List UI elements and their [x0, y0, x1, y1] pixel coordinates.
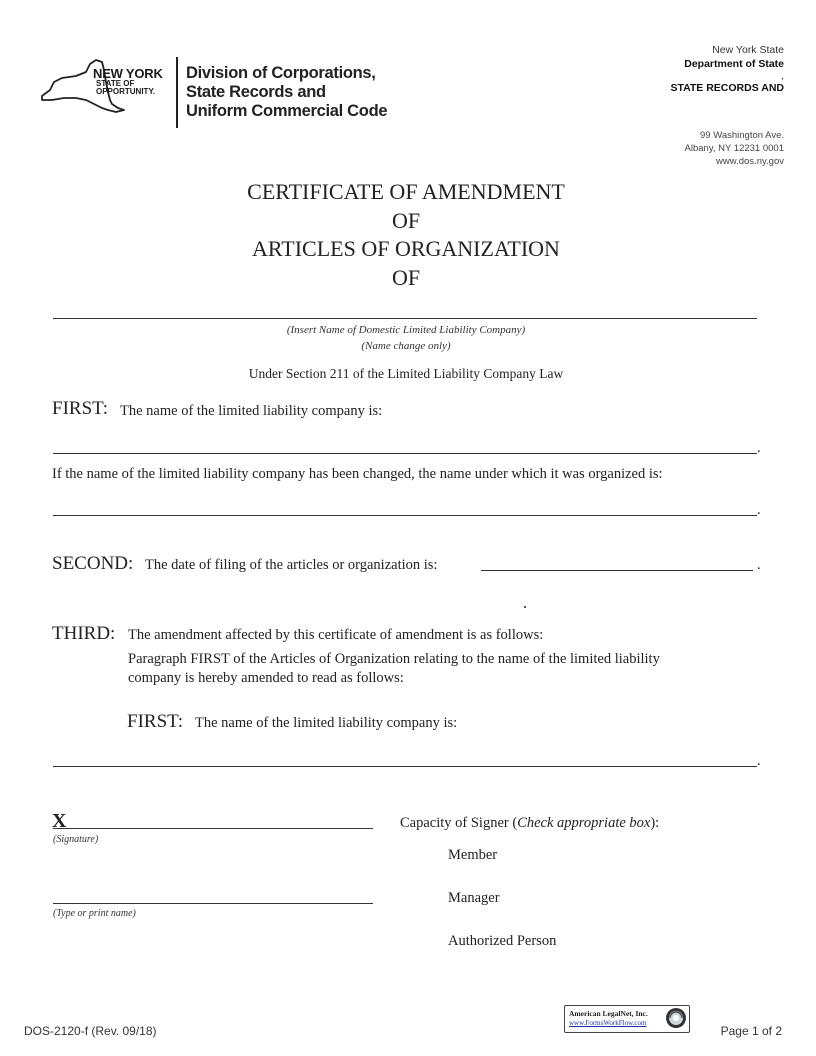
third-paragraph-line1: Paragraph FIRST of the Articles of Organization relating to the name of the limited liability — [128, 651, 660, 667]
third-text: The amendment affected by this certificate of amendment is as follows: — [128, 627, 544, 643]
second-label: SECOND: — [52, 553, 134, 574]
watermark-url[interactable]: www.FormsWorkFlow.com — [569, 1019, 647, 1027]
capacity-label — [400, 815, 659, 832]
capacity-label-suffix: ): — [650, 815, 660, 831]
section-reference: Under Section 211 of the Limited Liability Company Law — [248, 366, 564, 381]
filing-date-field[interactable] — [481, 570, 753, 571]
division-title — [186, 64, 387, 121]
first-label: FIRST: — [52, 398, 109, 419]
third-paragraph-line2: company is hereby amended to read as follows: — [128, 670, 404, 686]
agency-unit: STATE RECORDS AND — [670, 82, 784, 94]
print-name-field[interactable] — [53, 903, 373, 904]
capacity-option-member[interactable]: Member — [448, 847, 498, 863]
title-line: OF — [391, 264, 421, 290]
first-field-period: . — [757, 440, 761, 456]
division-title-line: Division of Corporations, — [186, 64, 376, 82]
stray-dot — [524, 606, 526, 608]
title-line: ARTICLES OF ORGANIZATION — [252, 236, 560, 261]
address-line: 99 Washington Ave. — [700, 130, 784, 141]
address-line: Albany, NY 12231 0001 — [684, 143, 784, 154]
title-line: CERTIFICATE OF AMENDMENT — [247, 179, 565, 204]
capacity-option-manager[interactable]: Manager — [448, 890, 500, 906]
changed-name-text: If the name of the limited liability company has been changed, the name under which it was organized is: — [52, 466, 663, 482]
third-label: THIRD: — [52, 623, 116, 644]
page-number: Page 1 of 2 — [720, 1024, 782, 1038]
company-name-caption: (Insert Name of Domestic Limited Liability Company) — [286, 324, 526, 336]
company-name-caption-block — [0, 322, 812, 354]
original-name-period: . — [757, 502, 761, 518]
capacity-label-prefix: Capacity of Signer ( — [400, 815, 518, 831]
name-change-caption: (Name change only) — [361, 340, 451, 352]
address-line: www.dos.ny.gov — [716, 156, 784, 167]
agency-state: New York State — [712, 44, 784, 56]
signature-field[interactable] — [53, 828, 373, 829]
division-title-line: Uniform Commercial Code — [186, 102, 388, 120]
watermark-company: American LegalNet, Inc. — [569, 1009, 648, 1018]
agency-comma: , — [781, 70, 784, 82]
first-text: The name of the limited liability company is: — [120, 403, 383, 419]
logo-divider — [176, 57, 178, 128]
document-title — [0, 178, 812, 292]
signature-caption: (Signature) — [53, 834, 99, 845]
second-text: The date of filing of the articles or organization is: — [145, 557, 438, 573]
print-name-caption: (Type or print name) — [53, 908, 136, 919]
capacity-option-authorized-person[interactable]: Authorized Person — [448, 933, 557, 949]
filing-date-period: . — [757, 557, 761, 573]
amended-first-label: FIRST: — [127, 711, 184, 732]
division-title-line: State Records and — [186, 83, 326, 101]
watermark-badge[interactable] — [564, 1005, 690, 1033]
address-block — [685, 129, 784, 168]
globe-icon — [665, 1007, 687, 1029]
capacity-label-italic: Check appropriate box — [517, 815, 651, 831]
amended-name-field[interactable] — [53, 766, 757, 767]
logo-state-name: NEW YORK — [93, 66, 163, 81]
signature-x-mark: X — [52, 810, 67, 832]
logo-tagline: STATE OF OPPORTUNITY. — [96, 79, 156, 96]
first-company-name-field[interactable] — [53, 453, 757, 454]
title-line: OF — [391, 207, 421, 233]
original-name-field[interactable] — [53, 515, 757, 516]
agency-department: Department of State — [684, 58, 784, 70]
amended-first-text: The name of the limited liability company is: — [195, 715, 458, 731]
amended-name-period: . — [757, 753, 761, 769]
form-id: DOS-2120-f (Rev. 09/18) — [24, 1024, 157, 1038]
agency-block — [670, 43, 784, 95]
company-name-field[interactable] — [53, 318, 757, 319]
